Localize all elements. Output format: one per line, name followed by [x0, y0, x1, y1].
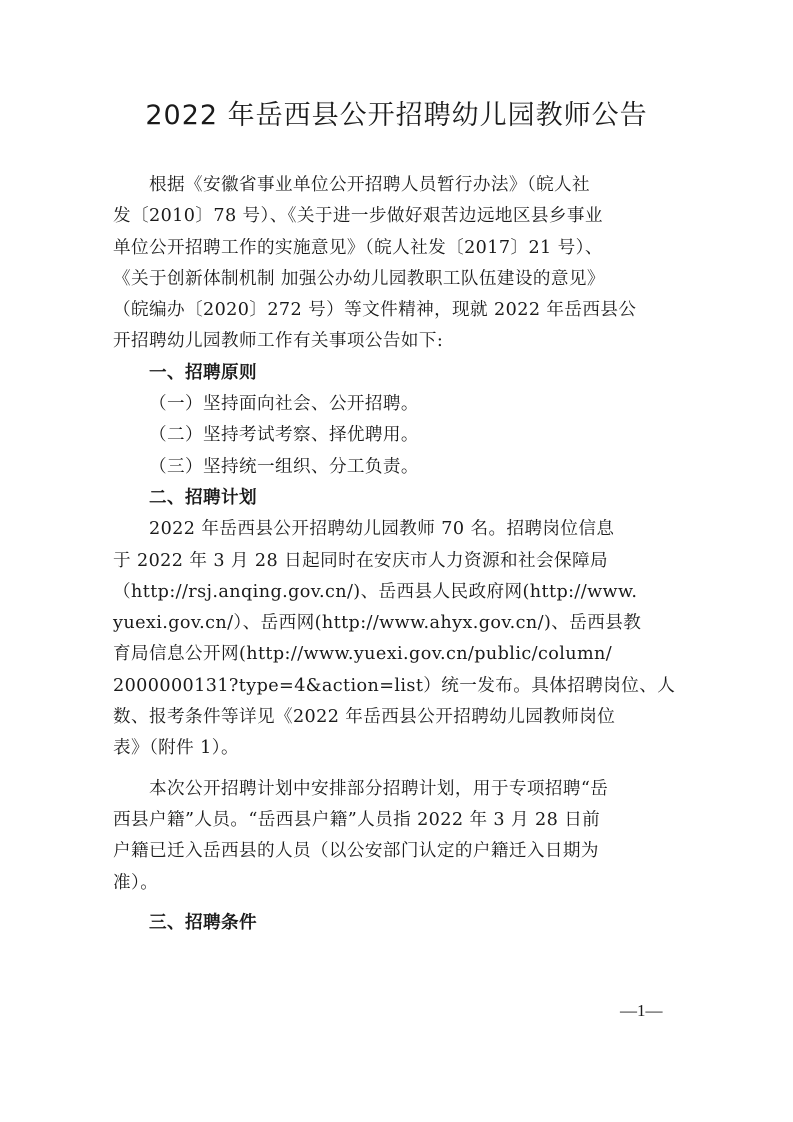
- paragraph-line: 准）。: [113, 872, 159, 893]
- paragraph-gap: [113, 765, 693, 774]
- paragraph-line: 表》（附件 1）。: [113, 738, 239, 759]
- paragraph-line: 育局信息公开网(http://www.yuexi.gov.cn/public/column/: [113, 644, 613, 665]
- principle-item: （三）坚持统一组织、分工负责。: [149, 456, 419, 477]
- paragraph-line: 开招聘幼儿园教师工作有关事项公告如下:: [113, 331, 444, 352]
- section-heading: 三、招聘条件: [149, 912, 257, 933]
- principle-item: （一）坚持面向社会、公开招聘。: [149, 394, 419, 415]
- paragraph-line: 2000000131?type=4&action=list）统一发布。具体招聘岗位、人: [113, 675, 676, 696]
- paragraph-line: yuexi.gov.cn/）、岳西网(http://www.ahyx.gov.cn/)、岳西县教: [113, 613, 642, 634]
- paragraph-line: 数、报考条件等详见《2022 年岳西县公开招聘幼儿园教师岗位: [113, 707, 616, 728]
- paragraph-line: （皖编办〔2020〕272 号）等文件精神，现就 2022 年岳西县公: [113, 300, 637, 321]
- paragraph-line: 户籍已迁入岳西县的人员（以公安部门认定的户籍迁入日期为: [113, 841, 599, 862]
- paragraph-line: 2022 年岳西县公开招聘幼儿园教师 70 名。招聘岗位信息: [149, 519, 615, 540]
- paragraph-line: 西县户籍”人员。“岳西县户籍”人员指 2022 年 3 月 28 日前: [113, 809, 601, 830]
- paragraph-line: 发〔2010〕78 号）、《关于进一步做好艰苦边远地区县乡事业: [113, 206, 603, 227]
- paragraph-gap: [113, 899, 693, 908]
- paragraph-line: 《关于创新体制机制 加强公办幼儿园教职工队伍建设的意见》: [113, 268, 605, 289]
- paragraph-line: 本次公开招聘计划中安排部分招聘计划，用于专项招聘“岳: [149, 778, 609, 799]
- paragraph-line: 于 2022 年 3 月 28 日起同时在安庆市人力资源和社会保障局: [113, 550, 608, 571]
- paragraph-line: （http://rsj.anqing.gov.cn/)、岳西县人民政府网(http://www.: [113, 581, 638, 602]
- document-body: [113, 170, 693, 939]
- section-heading: 一、招聘原则: [149, 362, 257, 383]
- paragraph-line: 单位公开招聘工作的实施意见》（皖人社发〔2017〕21 号）、: [113, 237, 603, 258]
- section-heading: 二、招聘计划: [149, 487, 257, 508]
- paragraph-line: 根据《安徽省事业单位公开招聘人员暂行办法》（皖人社: [149, 175, 591, 195]
- document-title: 2022 年岳西县公开招聘幼儿园教师公告: [145, 100, 648, 131]
- page-number: —1—: [620, 1001, 663, 1020]
- principle-item: （二）坚持考试考察、择优聘用。: [149, 425, 419, 446]
